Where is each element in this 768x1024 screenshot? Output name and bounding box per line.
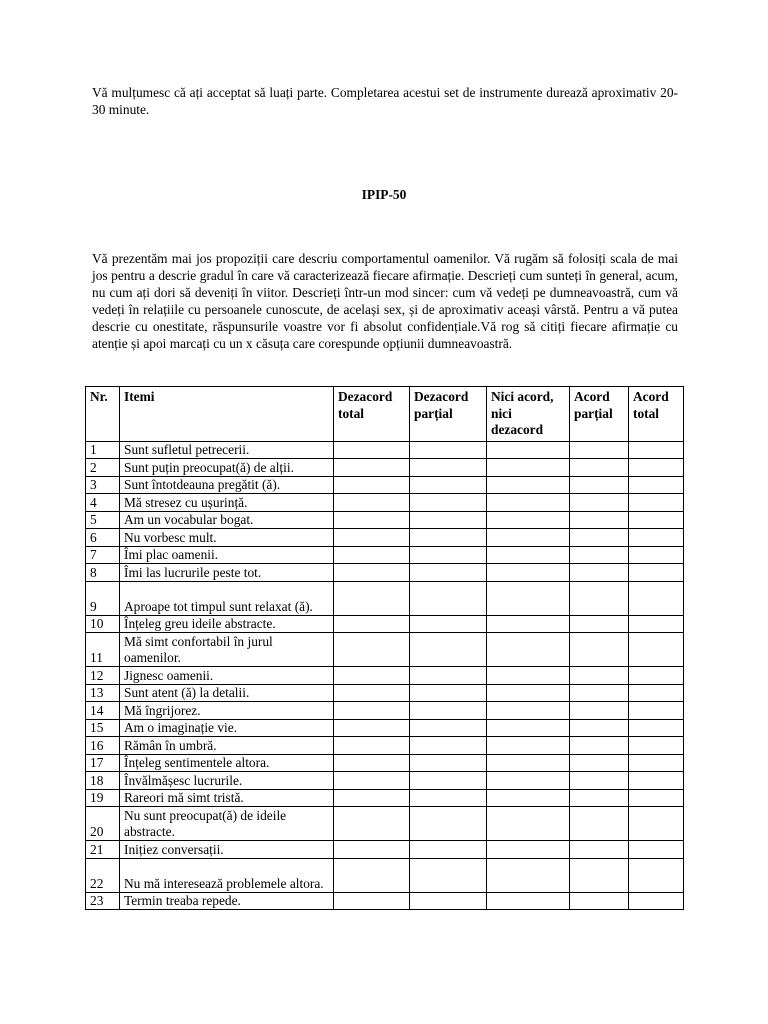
row-item-text: Termin treaba repede. xyxy=(120,892,334,910)
answer-cell-neutral[interactable] xyxy=(487,476,570,494)
answer-cell-partial-disagree[interactable] xyxy=(410,494,487,512)
answer-cell-partial-agree[interactable] xyxy=(570,459,629,477)
answer-cell-neutral[interactable] xyxy=(487,546,570,564)
answer-cell-total-agree[interactable] xyxy=(629,546,684,564)
answer-cell-partial-disagree[interactable] xyxy=(410,807,487,841)
answer-cell-partial-agree[interactable] xyxy=(570,529,629,547)
answer-cell-total-disagree[interactable] xyxy=(334,581,410,615)
answer-cell-partial-agree[interactable] xyxy=(570,476,629,494)
header-total-agree: Acord total xyxy=(629,387,684,442)
row-item-text: Aproape tot timpul sunt relaxat (ă). xyxy=(120,581,334,615)
answer-cell-partial-disagree[interactable] xyxy=(410,633,487,667)
answer-cell-neutral[interactable] xyxy=(487,892,570,910)
answer-cell-total-agree[interactable] xyxy=(629,789,684,807)
row-item-text: Inițiez conversații. xyxy=(120,841,334,859)
answer-cell-total-disagree[interactable] xyxy=(334,615,410,633)
answer-cell-total-agree[interactable] xyxy=(629,511,684,529)
table-row xyxy=(86,615,684,633)
answer-cell-total-agree[interactable] xyxy=(629,858,684,892)
row-number: 4 xyxy=(86,494,120,512)
row-number: 1 xyxy=(86,441,120,459)
answer-cell-partial-disagree[interactable] xyxy=(410,754,487,772)
row-number: 13 xyxy=(86,684,120,702)
answer-cell-total-agree[interactable] xyxy=(629,892,684,910)
row-number: 14 xyxy=(86,702,120,720)
answer-cell-total-agree[interactable] xyxy=(629,441,684,459)
answer-cell-partial-agree[interactable] xyxy=(570,737,629,755)
answer-cell-partial-agree[interactable] xyxy=(570,789,629,807)
answer-cell-total-agree[interactable] xyxy=(629,702,684,720)
answer-cell-partial-agree[interactable] xyxy=(570,892,629,910)
table-row xyxy=(86,529,684,547)
answer-cell-partial-disagree[interactable] xyxy=(410,564,487,582)
table-row xyxy=(86,633,684,667)
answer-cell-neutral[interactable] xyxy=(487,564,570,582)
row-number: 21 xyxy=(86,841,120,859)
answer-cell-total-disagree[interactable] xyxy=(334,754,410,772)
answer-cell-total-disagree[interactable] xyxy=(334,684,410,702)
answer-cell-neutral[interactable] xyxy=(487,858,570,892)
answer-cell-partial-disagree[interactable] xyxy=(410,719,487,737)
row-number: 23 xyxy=(86,892,120,910)
answer-cell-partial-agree[interactable] xyxy=(570,667,629,685)
header-neutral: Nici acord, nici dezacord xyxy=(487,387,570,442)
answer-cell-total-disagree[interactable] xyxy=(334,719,410,737)
answer-cell-total-disagree[interactable] xyxy=(334,807,410,841)
answer-cell-total-agree[interactable] xyxy=(629,684,684,702)
row-number: 11 xyxy=(86,633,120,667)
row-number: 22 xyxy=(86,858,120,892)
answer-cell-total-disagree[interactable] xyxy=(334,529,410,547)
answer-cell-partial-agree[interactable] xyxy=(570,546,629,564)
answer-cell-total-disagree[interactable] xyxy=(334,772,410,790)
answer-cell-total-disagree[interactable] xyxy=(334,858,410,892)
table-row xyxy=(86,476,684,494)
answer-cell-total-disagree[interactable] xyxy=(334,789,410,807)
row-item-text: Învălmășesc lucrurile. xyxy=(120,772,334,790)
intro-paragraph: Vă mulțumesc că ați acceptat să luați parte. Completarea acestui set de instrumente durează aproximativ 20-30 minute. xyxy=(92,85,678,117)
answer-cell-neutral[interactable] xyxy=(487,737,570,755)
answer-cell-total-disagree[interactable] xyxy=(334,702,410,720)
row-item-text: Sunt întotdeauna pregătit (ă). xyxy=(120,476,334,494)
answer-cell-partial-agree[interactable] xyxy=(570,441,629,459)
row-item-text: Jignesc oamenii. xyxy=(120,667,334,685)
row-number: 17 xyxy=(86,754,120,772)
answer-cell-partial-agree[interactable] xyxy=(570,581,629,615)
answer-cell-partial-agree[interactable] xyxy=(570,494,629,512)
answer-cell-partial-agree[interactable] xyxy=(570,719,629,737)
answer-cell-total-agree[interactable] xyxy=(629,633,684,667)
row-item-text: Sunt puțin preocupat(ă) de alții. xyxy=(120,459,334,477)
row-number: 19 xyxy=(86,789,120,807)
table-row xyxy=(86,511,684,529)
table-row xyxy=(86,858,684,892)
answer-cell-neutral[interactable] xyxy=(487,719,570,737)
answer-cell-partial-agree[interactable] xyxy=(570,702,629,720)
answer-cell-total-disagree[interactable] xyxy=(334,441,410,459)
answer-cell-partial-agree[interactable] xyxy=(570,684,629,702)
answer-cell-total-agree[interactable] xyxy=(629,667,684,685)
answer-cell-total-disagree[interactable] xyxy=(334,892,410,910)
answer-cell-partial-disagree[interactable] xyxy=(410,459,487,477)
answer-cell-neutral[interactable] xyxy=(487,772,570,790)
answer-cell-total-disagree[interactable] xyxy=(334,476,410,494)
row-number: 2 xyxy=(86,459,120,477)
answer-cell-total-disagree[interactable] xyxy=(334,667,410,685)
table-row xyxy=(86,807,684,841)
answer-cell-total-agree[interactable] xyxy=(629,476,684,494)
answer-cell-partial-disagree[interactable] xyxy=(410,667,487,685)
answer-cell-total-agree[interactable] xyxy=(629,529,684,547)
row-number: 10 xyxy=(86,615,120,633)
row-item-text: Sunt atent (ă) la detalii. xyxy=(120,684,334,702)
answer-cell-total-agree[interactable] xyxy=(629,459,684,477)
row-number: 18 xyxy=(86,772,120,790)
row-number: 3 xyxy=(86,476,120,494)
table-row xyxy=(86,772,684,790)
table-header-row xyxy=(86,387,684,442)
answer-cell-neutral[interactable] xyxy=(487,459,570,477)
answer-cell-neutral[interactable] xyxy=(487,667,570,685)
answer-cell-partial-agree[interactable] xyxy=(570,754,629,772)
answer-cell-total-agree[interactable] xyxy=(629,807,684,841)
row-item-text: Îmi las lucrurile peste tot. xyxy=(120,564,334,582)
row-item-text: Rămân în umbră. xyxy=(120,737,334,755)
table-row xyxy=(86,737,684,755)
answer-cell-partial-disagree[interactable] xyxy=(410,789,487,807)
answer-cell-neutral[interactable] xyxy=(487,615,570,633)
table-row xyxy=(86,841,684,859)
answer-cell-partial-disagree[interactable] xyxy=(410,441,487,459)
row-number: 6 xyxy=(86,529,120,547)
answer-cell-total-agree[interactable] xyxy=(629,615,684,633)
header-partial-agree: Acord parțial xyxy=(570,387,629,442)
table-row xyxy=(86,719,684,737)
row-item-text: Nu mă interesează problemele altora. xyxy=(120,858,334,892)
answer-cell-partial-disagree[interactable] xyxy=(410,529,487,547)
answer-cell-total-disagree[interactable] xyxy=(334,564,410,582)
table-row xyxy=(86,754,684,772)
answer-cell-neutral[interactable] xyxy=(487,841,570,859)
answer-cell-partial-disagree[interactable] xyxy=(410,737,487,755)
row-item-text: Înțeleg greu ideile abstracte. xyxy=(120,615,334,633)
answer-cell-total-agree[interactable] xyxy=(629,772,684,790)
answer-cell-partial-agree[interactable] xyxy=(570,841,629,859)
answer-cell-partial-agree[interactable] xyxy=(570,807,629,841)
row-item-text: Sunt sufletul petrecerii. xyxy=(120,441,334,459)
row-item-text: Am un vocabular bogat. xyxy=(120,511,334,529)
answer-cell-partial-disagree[interactable] xyxy=(410,546,487,564)
table-row xyxy=(86,892,684,910)
answer-cell-neutral[interactable] xyxy=(487,789,570,807)
answer-cell-total-agree[interactable] xyxy=(629,564,684,582)
answer-cell-partial-agree[interactable] xyxy=(570,633,629,667)
answer-cell-neutral[interactable] xyxy=(487,633,570,667)
answer-cell-neutral[interactable] xyxy=(487,807,570,841)
row-number: 8 xyxy=(86,564,120,582)
answer-cell-neutral[interactable] xyxy=(487,754,570,772)
answer-cell-total-disagree[interactable] xyxy=(334,841,410,859)
answer-cell-total-disagree[interactable] xyxy=(334,546,410,564)
answer-cell-partial-disagree[interactable] xyxy=(410,511,487,529)
header-partial-disagree: Dezacord parțial xyxy=(410,387,487,442)
answer-cell-partial-disagree[interactable] xyxy=(410,858,487,892)
answer-cell-total-disagree[interactable] xyxy=(334,494,410,512)
answer-cell-neutral[interactable] xyxy=(487,529,570,547)
answer-cell-total-disagree[interactable] xyxy=(334,633,410,667)
row-item-text: Îmi plac oamenii. xyxy=(120,546,334,564)
table-row xyxy=(86,441,684,459)
answer-cell-partial-disagree[interactable] xyxy=(410,841,487,859)
table-row xyxy=(86,546,684,564)
row-item-text: Mă stresez cu ușurință. xyxy=(120,494,334,512)
table-row xyxy=(86,667,684,685)
answer-cell-partial-agree[interactable] xyxy=(570,615,629,633)
row-number: 9 xyxy=(86,581,120,615)
answer-cell-partial-disagree[interactable] xyxy=(410,684,487,702)
answer-cell-partial-agree[interactable] xyxy=(570,511,629,529)
table-row xyxy=(86,789,684,807)
answer-cell-neutral[interactable] xyxy=(487,494,570,512)
answer-cell-neutral[interactable] xyxy=(487,581,570,615)
row-number: 5 xyxy=(86,511,120,529)
header-items: Itemi xyxy=(120,387,334,442)
answer-cell-partial-disagree[interactable] xyxy=(410,615,487,633)
row-item-text: Nu sunt preocupat(ă) de ideile abstracte. xyxy=(120,807,334,841)
answer-cell-total-agree[interactable] xyxy=(629,841,684,859)
row-number: 20 xyxy=(86,807,120,841)
answer-cell-total-disagree[interactable] xyxy=(334,459,410,477)
answer-cell-neutral[interactable] xyxy=(487,702,570,720)
answer-cell-total-agree[interactable] xyxy=(629,581,684,615)
table-row xyxy=(86,459,684,477)
answer-cell-partial-disagree[interactable] xyxy=(410,772,487,790)
instructions-paragraph: Vă prezentăm mai jos propoziții care descriu comportamentul oamenilor. Vă rugăm să folosiți scala de mai jos pentru a descrie gradul în care vă caracterizează fiecare afirmație. Descrieți cum sunteți în general, acum, nu cum ați dori să deveniți în viitor. Descrieți într-un mod sincer: cum vă vedeți pe dumneavoastră, cum vă vedeți în relațiile cu persoanele cunoscute, de același sex, și de aproximativ aceași vârstă. Pentru a vă putea descrie cu onestitate, răspunsurile voastre vor fi absolut confidențiale.Vă rog să citiți fiecare afirmație cu atenție și apoi marcați cu un x căsuța care corespunde opțiunii dumneavoastră. xyxy=(92,251,678,351)
row-number: 12 xyxy=(86,667,120,685)
questionnaire-table xyxy=(85,386,684,910)
answer-cell-total-agree[interactable] xyxy=(629,719,684,737)
header-nr: Nr. xyxy=(86,387,120,442)
row-item-text: Am o imaginație vie. xyxy=(120,719,334,737)
answer-cell-total-agree[interactable] xyxy=(629,494,684,512)
answer-cell-total-agree[interactable] xyxy=(629,737,684,755)
answer-cell-neutral[interactable] xyxy=(487,441,570,459)
answer-cell-neutral[interactable] xyxy=(487,684,570,702)
row-number: 7 xyxy=(86,546,120,564)
table-row xyxy=(86,581,684,615)
answer-cell-total-disagree[interactable] xyxy=(334,737,410,755)
row-number: 16 xyxy=(86,737,120,755)
row-item-text: Mă simt confortabil în jurul oamenilor. xyxy=(120,633,334,667)
answer-cell-total-agree[interactable] xyxy=(629,754,684,772)
row-item-text: Înțeleg sentimentele altora. xyxy=(120,754,334,772)
header-total-disagree: Dezacord total xyxy=(334,387,410,442)
answer-cell-total-disagree[interactable] xyxy=(334,511,410,529)
answer-cell-partial-disagree[interactable] xyxy=(410,892,487,910)
row-item-text: Nu vorbesc mult. xyxy=(120,529,334,547)
table-body xyxy=(86,441,684,910)
answer-cell-partial-agree[interactable] xyxy=(570,772,629,790)
answer-cell-partial-agree[interactable] xyxy=(570,564,629,582)
row-number: 15 xyxy=(86,719,120,737)
answer-cell-neutral[interactable] xyxy=(487,511,570,529)
table-row xyxy=(86,702,684,720)
document-title: IPIP-50 xyxy=(361,187,407,202)
row-item-text: Mă îngrijorez. xyxy=(120,702,334,720)
answer-cell-partial-disagree[interactable] xyxy=(410,581,487,615)
table-row xyxy=(86,564,684,582)
table-row xyxy=(86,684,684,702)
table-row xyxy=(86,494,684,512)
row-item-text: Rareori mă simt tristă. xyxy=(120,789,334,807)
answer-cell-partial-disagree[interactable] xyxy=(410,476,487,494)
answer-cell-partial-disagree[interactable] xyxy=(410,702,487,720)
answer-cell-partial-agree[interactable] xyxy=(570,858,629,892)
